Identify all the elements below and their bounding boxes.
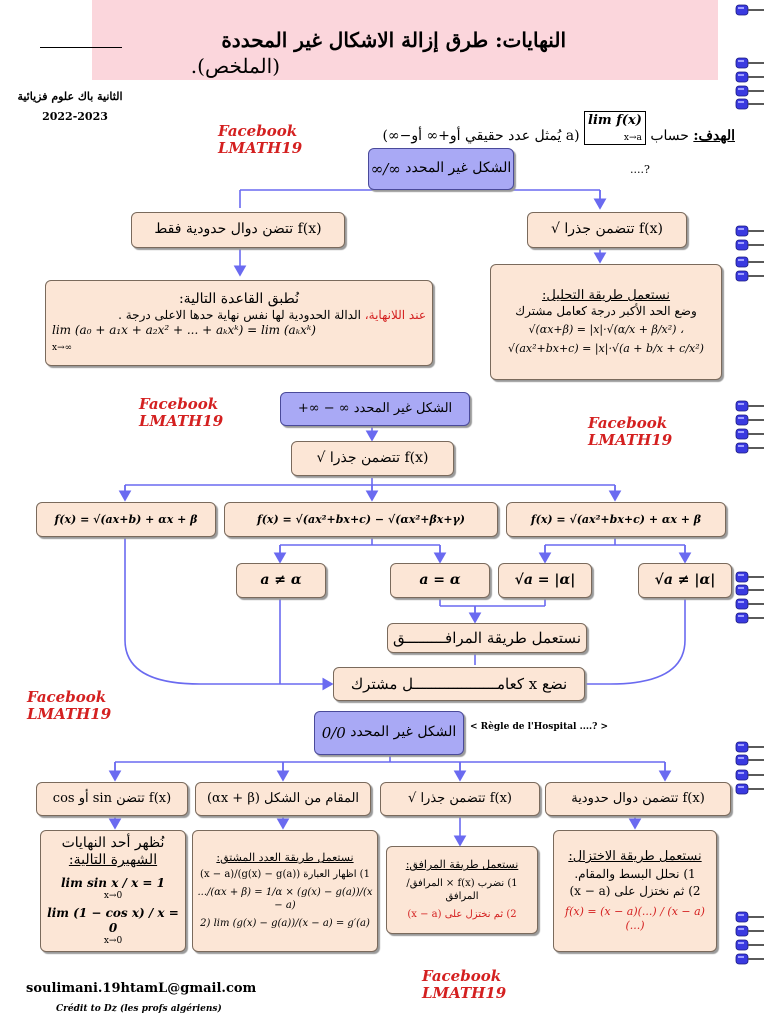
facebook-line: Facebook xyxy=(27,688,107,706)
level-label: الثانية باك علوم فزيائية xyxy=(17,90,123,103)
deriv-title: نستعمل طريقة العدد المشتق: xyxy=(216,851,354,865)
push-pin-icon xyxy=(736,271,764,281)
polynomial-only-label: f(x) تتضن دوال حدودية فقط xyxy=(154,221,322,238)
conjugate-0-box xyxy=(386,846,538,934)
conj-title: نستعمل طريقة المرافق: xyxy=(405,858,519,872)
factor-title: نستعمل طريقة التحليل: xyxy=(541,288,671,304)
rule-line xyxy=(52,308,426,323)
rule-sub: x→∞ xyxy=(52,343,73,354)
trig-limits-box xyxy=(40,830,186,952)
form-label: الشكل غير المحدد xyxy=(353,400,453,416)
push-pin-icon xyxy=(736,755,764,765)
hospital-hint: < Règle de l'Hospital ....? > xyxy=(470,722,609,732)
conjugate-label: نستعمل طريقة المرافـــــــــق xyxy=(393,628,581,647)
contains-root-box-2 xyxy=(291,441,454,476)
cond-sqrt-a-equals-abs-alpha xyxy=(498,563,592,598)
facebook-line: Facebook xyxy=(422,967,502,985)
goal-label: الهدف: xyxy=(693,128,735,144)
rule-box xyxy=(45,280,433,366)
push-pin-icon xyxy=(736,926,764,936)
case-formula: f(x) = √(ax+b) + αx + β xyxy=(54,512,198,526)
push-pin-icon xyxy=(736,572,764,582)
push-pin-icon xyxy=(736,401,764,411)
push-pin-icon xyxy=(736,940,764,950)
case-formula: f(x) = √(ax²+bx+c) − √(αx²+βx+γ) xyxy=(256,512,465,526)
push-pin-icon xyxy=(736,912,764,922)
push-pin-icon xyxy=(736,5,764,15)
push-pin-icon xyxy=(736,770,764,780)
conj-step-1: 1) نضرب f(x) × المرافق/المرافق xyxy=(406,878,518,902)
deriv-step-1b: .../(αx + β) = 1/α × (g(x) − g(a))/(x − a) xyxy=(197,887,373,911)
polynomial-only-box xyxy=(131,212,345,248)
simp-step-1: 1) نحلل البسط والمقام. xyxy=(574,867,696,882)
form-box-inf-over-inf xyxy=(368,148,514,190)
page-subtitle: (الملخص). xyxy=(190,54,280,78)
trig-sub-1: x→0 xyxy=(103,890,123,901)
goal-text: حساب xyxy=(650,128,689,144)
facebook-handle: LMATH19 xyxy=(218,139,303,158)
factor-text: وضع الحد الأكبر درجة كعامل مشترك xyxy=(515,304,697,319)
factoring-box xyxy=(490,264,722,380)
cond-sqrt-a-not-abs-alpha xyxy=(638,563,732,598)
cond-label: a ≠ α xyxy=(260,571,302,588)
cond-label: a = α xyxy=(419,571,461,588)
contains-root-label: f(x) تتضمن جذرا √ xyxy=(551,221,663,238)
trig-title: نُظهر أحد النهايات xyxy=(61,834,165,851)
case-sqrt-minus-sqrt xyxy=(224,502,498,537)
trig-title-2: الشهيرة التالية: xyxy=(68,852,158,869)
common-factor-label: نضع x كعامـــــــــــــــــــل مشترك xyxy=(350,674,568,693)
push-pin-icon xyxy=(736,72,764,82)
cond-label: √a ≠ |α| xyxy=(654,571,716,588)
conjugate-method-box xyxy=(387,623,587,653)
rule-formula: lim (a₀ + a₁x + a₂x² + ... + aₖxᵏ) = lim (aₖxᵏ) xyxy=(52,323,316,337)
rule-prefix: عند اللانهاية، xyxy=(364,308,426,322)
push-pin-icon xyxy=(736,443,764,453)
trig-limit-1: lim sin x / x = 1 xyxy=(60,875,165,890)
factor-formula-2: √(ax²+bx+c) = |x|·√(a + b/x + c/x²) xyxy=(508,342,704,356)
branch-root xyxy=(380,782,540,816)
simplification-box xyxy=(553,830,717,952)
push-pin-icon xyxy=(736,86,764,96)
trig-sub-2: x→0 xyxy=(103,936,123,946)
pin-decorations xyxy=(732,0,768,1024)
common-factor-box xyxy=(333,667,585,701)
case-formula: f(x) = √(ax²+bx+c) + αx + β xyxy=(530,512,702,526)
goal-limit: lim f(x) xyxy=(588,113,642,128)
branch-label: f(x) تتضمن جذرا √ xyxy=(408,790,512,806)
push-pin-icon xyxy=(736,99,764,109)
contact-email: soulimani.19htamL@gmail.com xyxy=(26,981,257,996)
form-symbol: 0/0 xyxy=(321,723,346,742)
branch-label: المقام من الشكل (αx + β) xyxy=(206,790,360,806)
facebook-handle: LMATH19 xyxy=(588,431,673,450)
branch-trig xyxy=(36,782,188,816)
goal-limit-sub: x→a xyxy=(623,133,642,143)
facebook-line: Facebook xyxy=(139,395,219,413)
push-pin-icon xyxy=(736,742,764,752)
cond-label: √a = |α| xyxy=(514,571,576,588)
push-pin-icon xyxy=(736,429,764,439)
facebook-line: Facebook xyxy=(588,414,668,432)
case-sqrt-linear xyxy=(36,502,216,537)
facebook-handle: LMATH19 xyxy=(422,984,507,1003)
derivative-method-box xyxy=(192,830,378,952)
push-pin-icon xyxy=(736,784,764,794)
cond-a-not-alpha xyxy=(236,563,326,598)
push-pin-icon xyxy=(736,613,764,623)
form-label: الشكل غير المحدد xyxy=(405,160,512,177)
rule-text: الدالة الحدودية لها نفس نهاية حدها الاعلى درجة . xyxy=(118,308,361,322)
facebook-line: Facebook xyxy=(218,122,298,140)
deriv-step-2: 2) lim (g(x) − g(a))/(x − a) = g′(a) xyxy=(200,918,370,930)
year-label: 2022-2023 xyxy=(42,110,108,123)
form-box-inf-minus-inf xyxy=(280,392,470,426)
facebook-handle: LMATH19 xyxy=(139,412,224,431)
rule-title: نُطبق القاعدة التالية: xyxy=(178,290,300,307)
factor-formula-1: √(αx+β) = |x|·√(α/x + β/x²) ، xyxy=(528,323,684,337)
hint-text: ....? xyxy=(630,163,650,176)
contains-root-label: f(x) تتضمن جذرا √ xyxy=(316,449,429,466)
push-pin-icon xyxy=(736,257,764,267)
branch-linear-denominator xyxy=(195,782,371,816)
case-sqrt-quadratic xyxy=(506,502,726,537)
simp-formula: f(x) = (x − a)(...) / (x − a)(...) xyxy=(565,905,705,933)
push-pin-icon xyxy=(736,585,764,595)
form-symbol: +∞ − ∞ xyxy=(297,400,350,416)
credit-line: Crédit to Dz (les profs algériens) xyxy=(56,1004,222,1014)
push-pin-icon xyxy=(736,58,764,68)
conj-step-2: 2) ثم نختزل على (x − a) xyxy=(407,909,517,921)
branch-polynomial xyxy=(545,782,731,816)
push-pin-icon xyxy=(736,226,764,236)
push-pin-icon xyxy=(736,240,764,250)
cond-a-equals-alpha xyxy=(390,563,490,598)
form-symbol: ∞/∞ xyxy=(370,159,401,178)
simp-title: نستعمل طريقة الاختزال: xyxy=(568,849,702,865)
trig-limit-2: lim (1 − cos x) / x = 0 xyxy=(47,906,179,935)
push-pin-icon xyxy=(736,954,764,964)
contains-root-box-1 xyxy=(527,212,687,248)
facebook-handle: LMATH19 xyxy=(27,705,112,724)
push-pin-icon xyxy=(736,415,764,425)
page-title: النهايات: طرق إزالة الاشكال غير المحددة xyxy=(221,28,566,52)
rule-formula-wrap xyxy=(52,323,426,356)
push-pin-icon xyxy=(736,599,764,609)
deriv-step-1: 1) اظهار العبارة (g(x) − g(a))/(x − a) xyxy=(200,868,370,880)
form-box-zero-over-zero xyxy=(314,711,464,755)
simp-step-2: 2) ثم نختزل على (x − a) xyxy=(569,884,701,899)
branch-label: f(x) تتضن sin أو cos xyxy=(52,790,172,806)
form-label: الشكل غير المحدد xyxy=(350,724,457,741)
goal-condition: (a يُمثل عدد حقيقي أو+∞ أو−∞) xyxy=(382,128,580,144)
branch-label: f(x) تتضمن دوال حدودية xyxy=(571,790,705,806)
